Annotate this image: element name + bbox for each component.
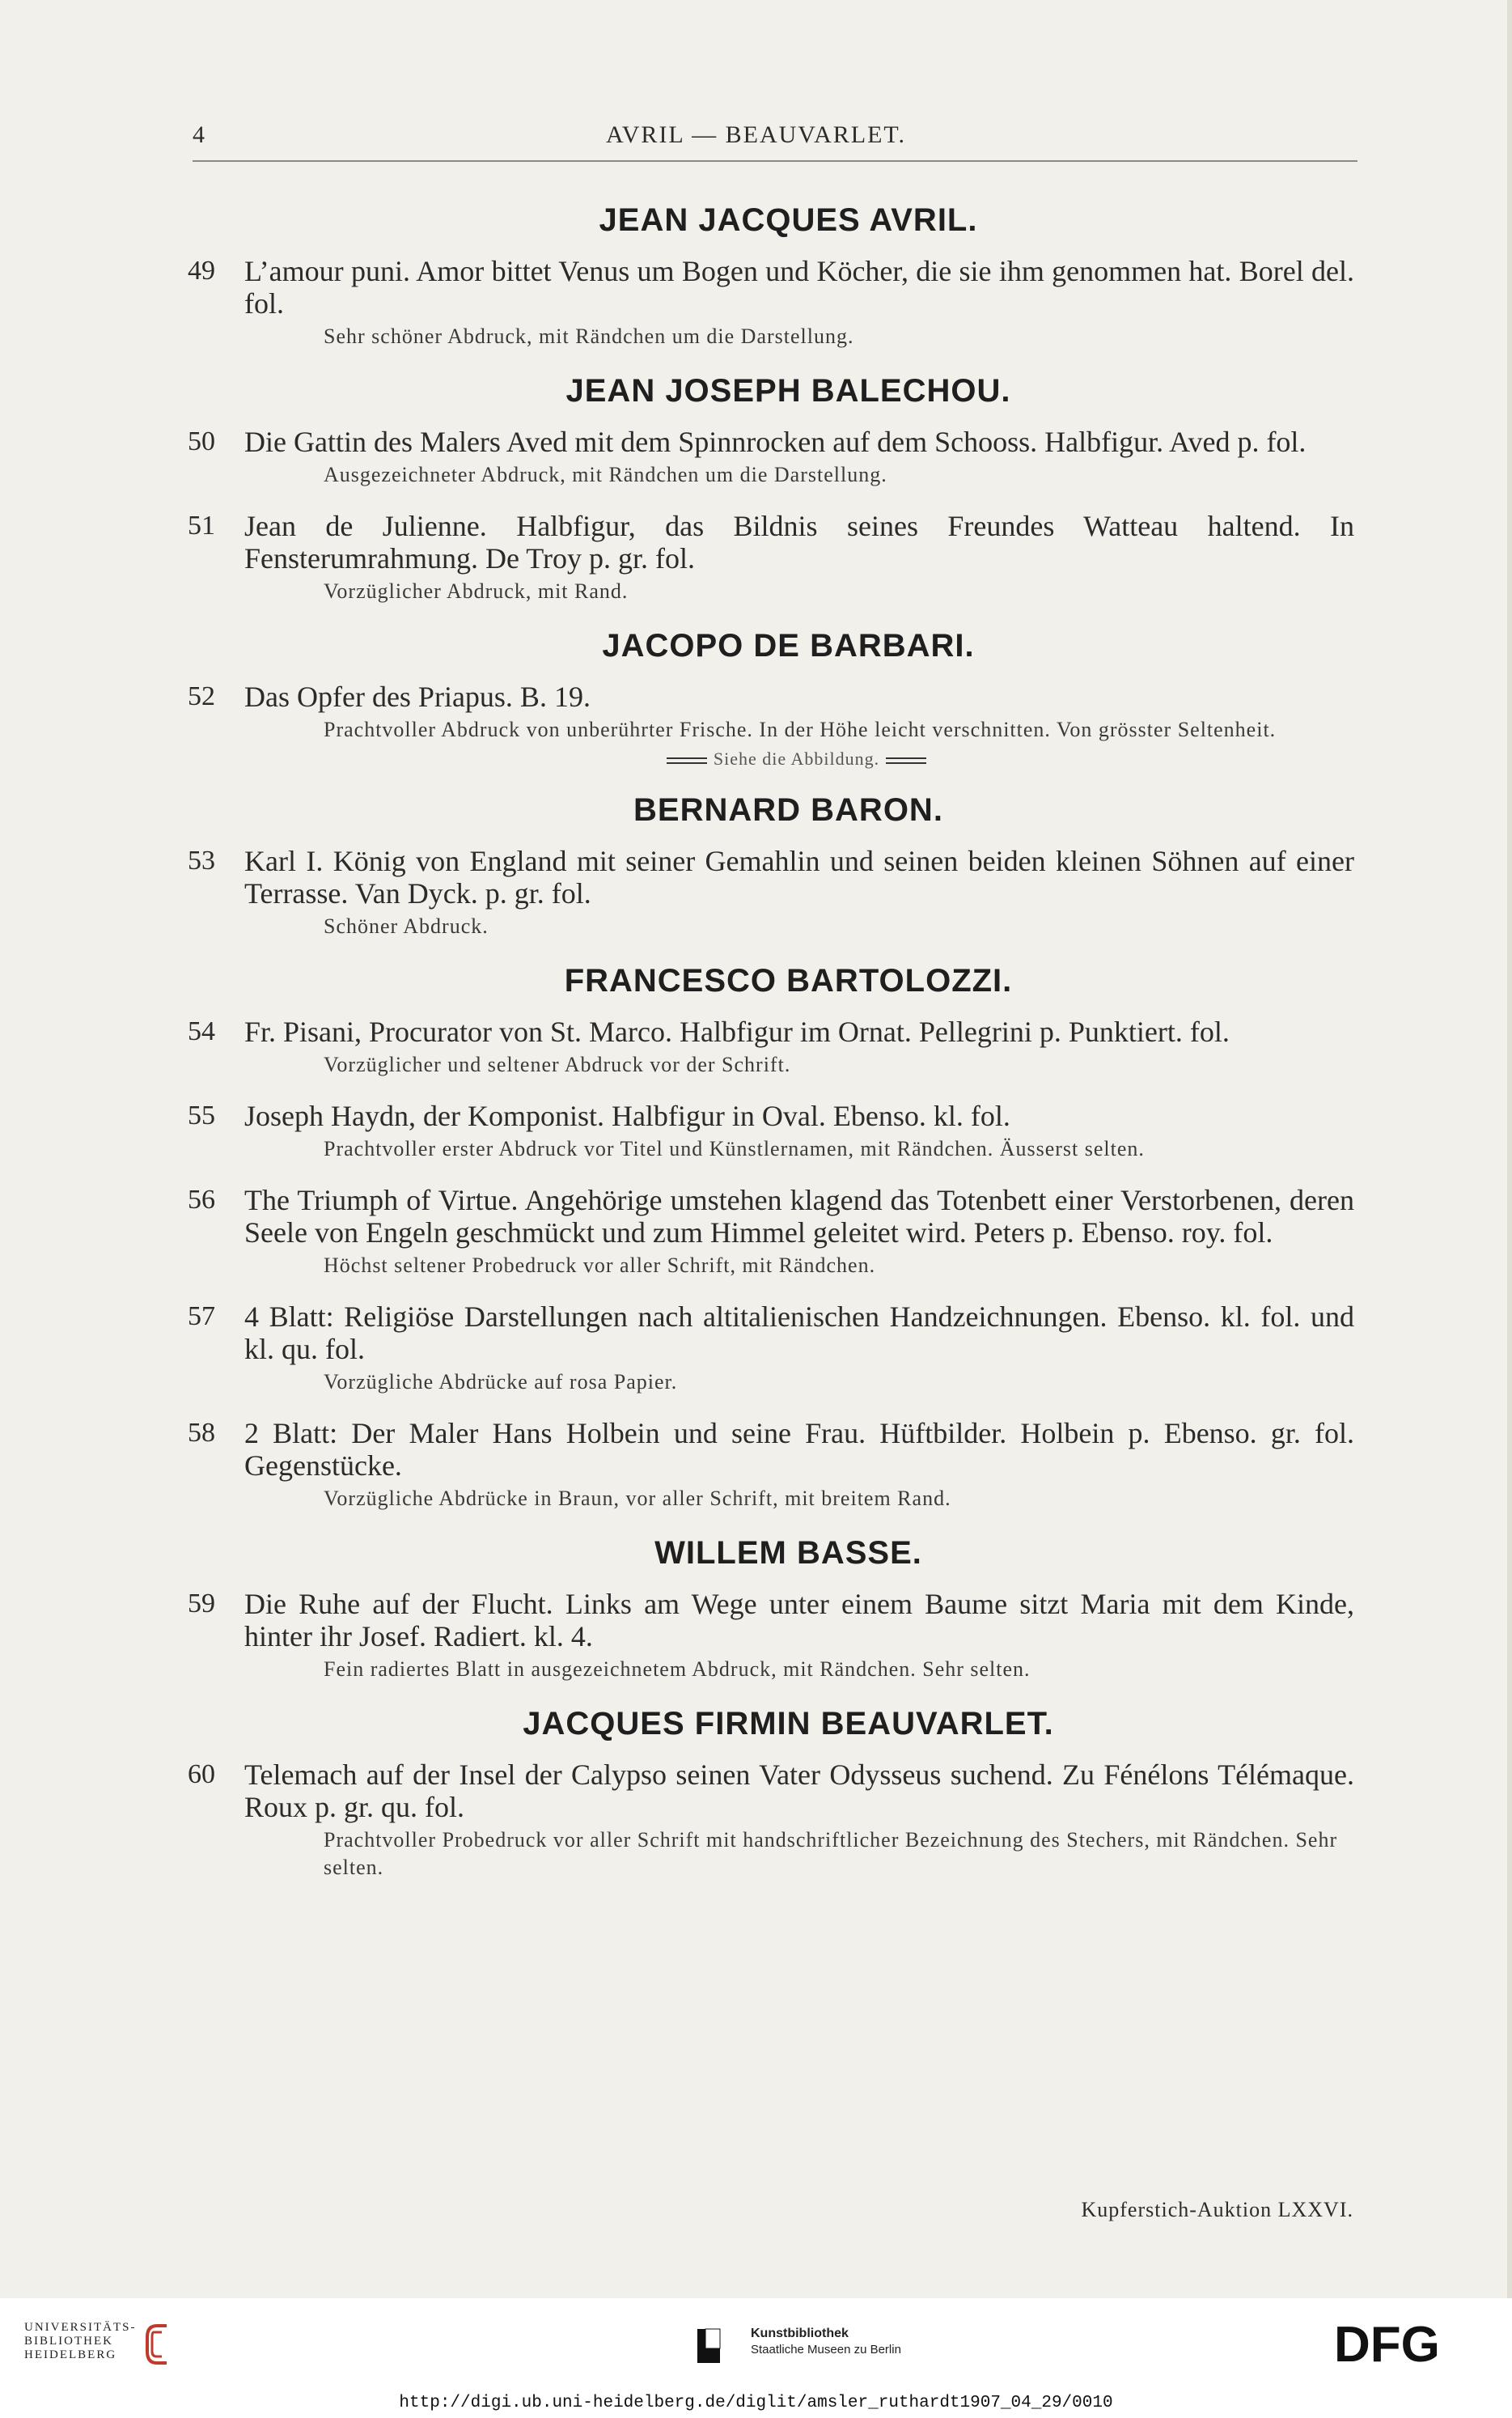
double-rule-icon — [667, 757, 707, 764]
artist-section — [0, 373, 1512, 605]
lot-condition-note: Ausgezeichneter Abdruck, mit Rändchen um die Darstellung. — [324, 463, 887, 486]
lot-number: 56 — [188, 1185, 215, 1215]
lot-title: Das Opfer des Priapus. B. 19. — [244, 681, 591, 713]
artist-heading: JACOPO DE BARBARI. — [602, 628, 975, 664]
illustration-text: Siehe die Abbildung. — [713, 749, 880, 769]
lot-entry — [0, 255, 1512, 350]
lot-number: 55 — [188, 1101, 215, 1131]
digitization-footer-bar — [0, 2298, 1512, 2387]
lot-number: 49 — [188, 256, 215, 286]
lot-title: L’amour puni. Amor bittet Venus um Bogen und Köcher, die sie ihm genommen hat. Borel del. fol. — [244, 255, 1354, 320]
lot-condition-note: Schöner Abdruck. — [324, 914, 489, 938]
lot-title: 4 Blatt: Religiöse Darstellungen nach altitalienischen Handzeichnungen. Ebenso. kl. fol. und kl. qu. fol. — [244, 1300, 1354, 1365]
lot-title: Fr. Pisani, Procurator von St. Marco. Halbfigur im Ornat. Pellegrini p. Punktiert. fol. — [244, 1016, 1230, 1048]
artist-heading: WILLEM BASSE. — [654, 1535, 922, 1571]
artist-heading: BERNARD BARON. — [633, 792, 943, 828]
artist-section — [0, 628, 1512, 770]
lot-title: Karl I. König von England mit seiner Gemahlin und seinen beiden kleinen Söhnen auf einer Terrasse. Van Dyck. p. gr. fol. — [244, 845, 1354, 910]
lot-entry — [0, 510, 1512, 605]
lot-title: Jean de Julienne. Halbfigur, das Bildnis seines Freundes Watteau haltend. In Fensterumrahmung. De Troy p. gr. fol. — [244, 510, 1354, 575]
lot-entry — [0, 1417, 1512, 1512]
lot-number: 50 — [188, 426, 215, 456]
lot-entry — [0, 1016, 1512, 1079]
double-rule-icon — [886, 757, 926, 764]
catalog-footer: Kupferstich-Auktion LXXVI. — [1081, 2198, 1353, 2221]
catalog-content — [0, 202, 1512, 1903]
lot-condition-note: Fein radiertes Blatt in ausgezeichnetem Abdruck, mit Rändchen. Sehr selten. — [324, 1657, 1031, 1681]
lot-title: Die Gattin des Malers Aved mit dem Spinnrocken auf dem Schooss. Halbfigur. Aved p. fol. — [244, 426, 1307, 458]
page-number: 4 — [193, 121, 205, 148]
artist-section — [0, 1535, 1512, 1683]
lot-entry — [0, 845, 1512, 940]
lot-entry — [0, 1588, 1512, 1683]
lot-number: 58 — [188, 1418, 215, 1448]
illustration-reference — [0, 749, 1512, 770]
artist-section — [0, 202, 1512, 350]
lot-number: 57 — [188, 1301, 215, 1331]
artist-section — [0, 792, 1512, 940]
artist-heading: JACQUES FIRMIN BEAUVARLET. — [523, 1706, 1054, 1741]
lot-condition-note: Vorzüglicher Abdruck, mit Rand. — [324, 579, 629, 603]
lot-entry — [0, 1300, 1512, 1396]
kunstbibliothek-title: Kunstbibliothek — [751, 2327, 849, 2340]
artist-heading: FRANCESCO BARTOLOZZI. — [564, 963, 1013, 999]
lot-number: 53 — [188, 846, 215, 876]
lot-number: 51 — [188, 511, 215, 541]
lot-title: The Triumph of Virtue. Angehörige umstehen klagend das Totenbett einer Verstorbenen, deren Seele von Engeln geschmückt und zum Himmel geleitet wird. Peters p. Ebenso. roy. fol. — [244, 1184, 1354, 1249]
dfg-logo[interactable] — [1334, 2319, 1488, 2368]
lot-condition-note: Sehr schöner Abdruck, mit Rändchen um die Darstellung. — [324, 325, 854, 348]
lot-entry — [0, 681, 1512, 770]
lot-title: Joseph Haydn, der Komponist. Halbfigur in Oval. Ebenso. kl. fol. — [244, 1100, 1010, 1132]
lot-condition-note: Höchst seltener Probedruck vor aller Schrift, mit Rändchen. — [324, 1254, 876, 1277]
lot-number: 60 — [188, 1759, 215, 1789]
lot-entry — [0, 1100, 1512, 1163]
university-logo-icon[interactable] — [142, 2323, 178, 2366]
kunstbibliothek-subtitle: Staatliche Museen zu Berlin — [751, 2343, 901, 2356]
lot-title: Telemach auf der Insel der Calypso seinen Vater Odysseus suchend. Zu Fénélons Télémaque. Roux p. gr. qu. fol. — [244, 1758, 1354, 1823]
lot-condition-note: Vorzüglicher und seltener Abdruck vor der Schrift. — [324, 1053, 791, 1076]
lot-number: 54 — [188, 1016, 215, 1046]
lot-entry — [0, 1758, 1512, 1881]
lot-condition-note: Prachtvoller erster Abdruck vor Titel und Künstlernamen, mit Rändchen. Äusserst selten. — [324, 1137, 1145, 1160]
artist-section — [0, 1706, 1512, 1881]
university-line: BIBLIOTHEK — [24, 2335, 113, 2348]
artist-heading: JEAN JACQUES AVRIL. — [599, 202, 978, 238]
university-line: HEIDELBERG — [24, 2348, 117, 2361]
lot-title: 2 Blatt: Der Maler Hans Holbein und seine Frau. Hüftbilder. Holbein p. Ebenso. gr. fol. Gegenstücke. — [244, 1417, 1354, 1482]
lot-entry — [0, 1184, 1512, 1279]
artist-heading: JEAN JOSEPH BALECHOU. — [565, 373, 1011, 409]
dfg-logo-text: DFG — [1334, 2319, 1440, 2368]
permalink-url[interactable]: http://digi.ub.uni-heidelberg.de/diglit/amsler_ruthardt1907_04_29/0010 — [399, 2394, 1113, 2412]
lot-condition-note: Prachtvoller Abdruck von unberührter Frische. In der Höhe leicht verschnitten. Von grösster Seltenheit. — [324, 718, 1277, 741]
lot-condition-note: Prachtvoller Probedruck vor aller Schrift mit handschriftlicher Bezeichnung des Stechers, mit Rändchen. Sehr selten. — [324, 1828, 1338, 1879]
lot-number: 52 — [188, 681, 215, 711]
lot-condition-note: Vorzügliche Abdrücke in Braun, vor aller Schrift, mit breitem Rand. — [324, 1487, 951, 1510]
lot-entry — [0, 426, 1512, 489]
lot-number: 59 — [188, 1589, 215, 1618]
kunstbibliothek-label[interactable] — [751, 2326, 901, 2358]
page-header — [0, 121, 1512, 170]
lot-title: Die Ruhe auf der Flucht. Links am Wege unter einem Baume sitzt Maria mit dem Kinde, hinter ihr Josef. Radiert. kl. 4. — [244, 1588, 1354, 1652]
university-line: UNIVERSITÄTS- — [24, 2321, 137, 2334]
university-library-name[interactable] — [24, 2321, 137, 2362]
running-title: AVRIL — BEAUVARLET. — [605, 121, 907, 148]
kunstbibliothek-logo-icon[interactable] — [694, 2327, 723, 2365]
header-rule — [193, 160, 1357, 162]
lot-condition-note: Vorzügliche Abdrücke auf rosa Papier. — [324, 1370, 678, 1394]
artist-section — [0, 963, 1512, 1512]
